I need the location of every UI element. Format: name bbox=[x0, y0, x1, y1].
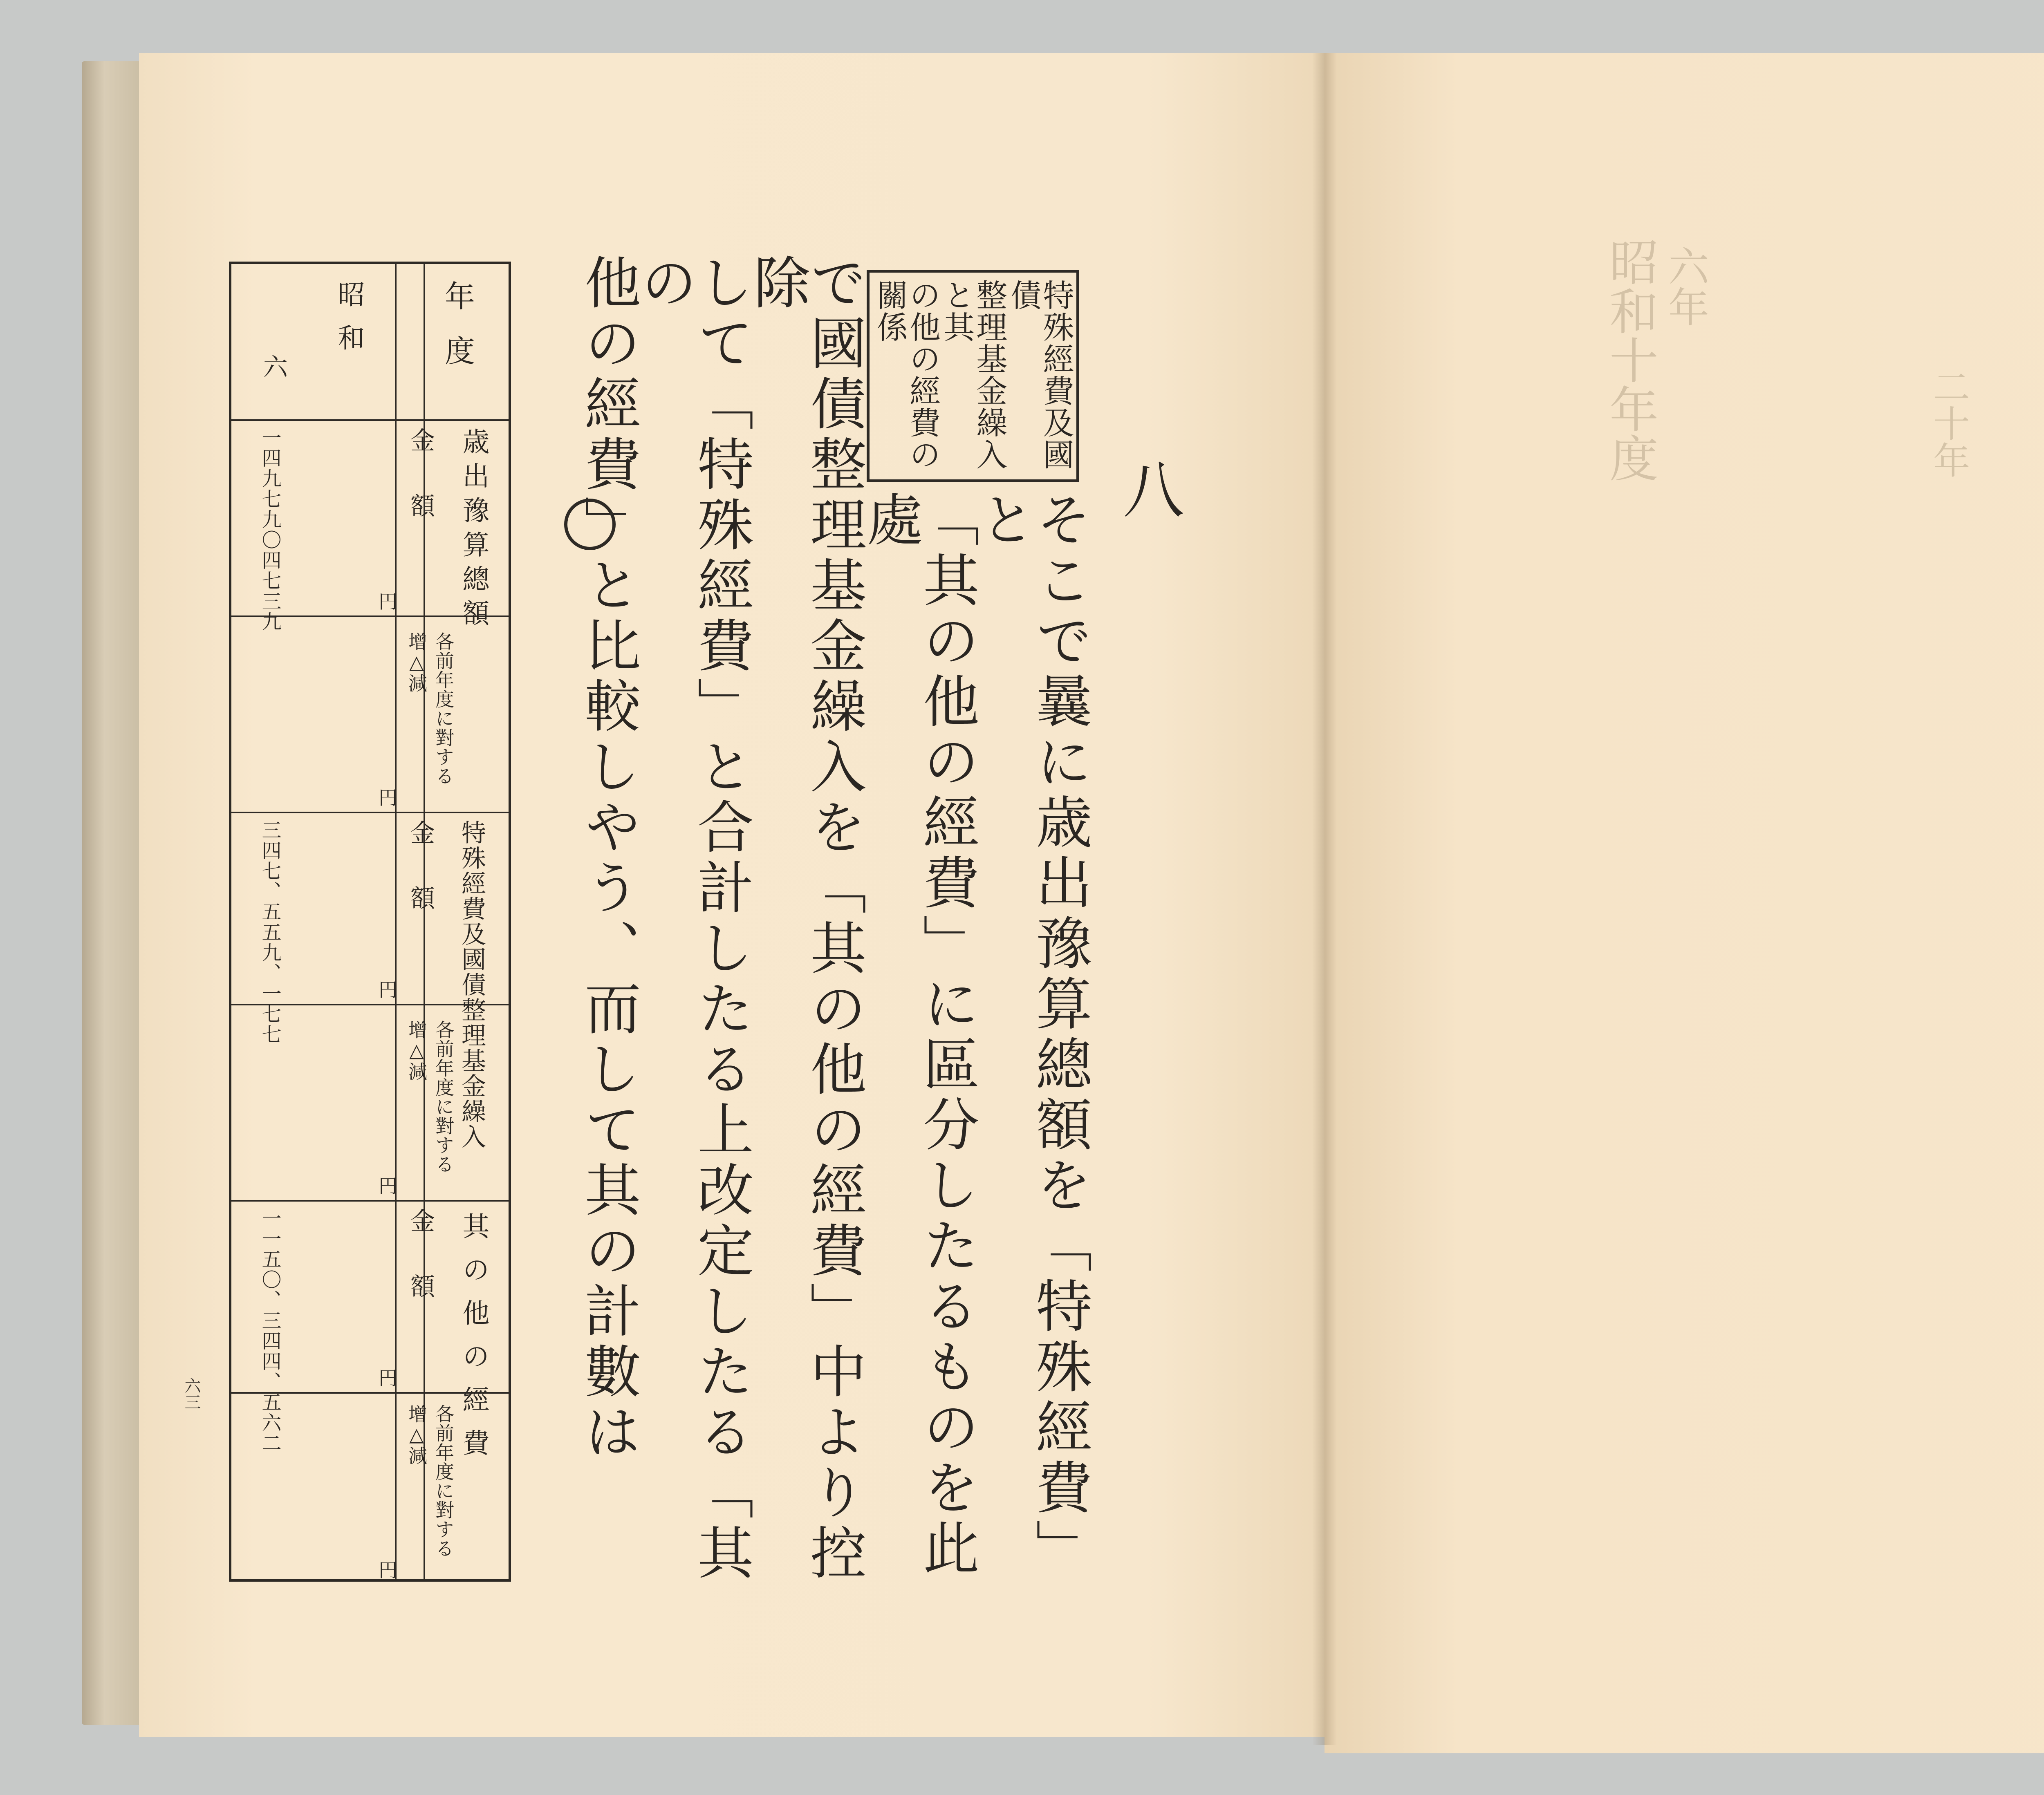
bleed-through-text: 六年 bbox=[1661, 245, 1709, 327]
bleed-through-text: 昭和十年度 bbox=[1601, 237, 1658, 482]
yen-unit: 円 bbox=[379, 591, 397, 613]
yen-unit: 円 bbox=[379, 787, 397, 809]
table-row-divider bbox=[231, 812, 509, 813]
book-gutter bbox=[1312, 53, 1337, 1745]
chapter-number: 八 bbox=[1112, 458, 1183, 519]
yen-unit: 円 bbox=[379, 979, 397, 1001]
bleed-through-text: 二十年 bbox=[1927, 368, 1970, 478]
table-row-divider bbox=[231, 1200, 509, 1202]
body-line-5: 他の經費」と比較しやう、而して其の計數は bbox=[575, 253, 641, 1463]
page-number-left: 六三 bbox=[182, 1377, 201, 1410]
header-other-change: 各前年度に對する增△減 bbox=[406, 1404, 455, 1558]
body-line-2: 「其の他の經費」に區分したるものを此處 bbox=[857, 490, 979, 1579]
body-line-4: して「特殊經費」と合計したる上改定したる「其の bbox=[632, 253, 754, 1584]
body-line-3: で國債整理基金繰入を「其の他の經費」中より控除 bbox=[744, 253, 867, 1584]
header-total: 歳出豫算總額 bbox=[458, 427, 489, 633]
budget-table bbox=[229, 262, 511, 1582]
other-amount-value: 一一五〇、三四四、五六二 bbox=[258, 1208, 281, 1453]
yen-unit: 円 bbox=[379, 1559, 397, 1581]
section-heading-box bbox=[867, 270, 1079, 482]
header-special: 特殊經費及國債整理基金繰入 bbox=[457, 820, 486, 1149]
header-special-change: 各前年度に對する增△減 bbox=[406, 1020, 455, 1174]
header-other-amount: 金額 bbox=[406, 1208, 435, 1339]
heading-line-3: の他の經費の關係 bbox=[872, 279, 941, 470]
header-year: 年度 bbox=[440, 280, 475, 390]
era-label: 昭和 bbox=[333, 280, 365, 367]
header-other: 其の他の經費 bbox=[458, 1212, 489, 1472]
book-spine-left bbox=[82, 61, 139, 1725]
heading-line-2: 整理基金繰入と其 bbox=[938, 279, 1008, 470]
year-value: 六 bbox=[259, 354, 288, 378]
header-special-amount: 金額 bbox=[406, 820, 435, 951]
heading-line-1: 特殊經費及國債 bbox=[1005, 279, 1075, 470]
total-amount-value: 一四九七九〇四七三九 bbox=[258, 427, 281, 632]
header-total-amount: 金額 bbox=[406, 427, 435, 558]
table-row-divider bbox=[231, 419, 509, 421]
yen-unit: 円 bbox=[379, 1367, 397, 1389]
header-total-change: 各前年度に對する增△減 bbox=[406, 632, 455, 786]
circle-mark bbox=[564, 499, 616, 550]
yen-unit: 円 bbox=[379, 1175, 397, 1197]
special-amount-value: 三四七、五五九、一七七 bbox=[258, 820, 281, 1045]
body-line-1: そこで曩に歳出豫算總額を「特殊經費」と bbox=[970, 490, 1092, 1579]
